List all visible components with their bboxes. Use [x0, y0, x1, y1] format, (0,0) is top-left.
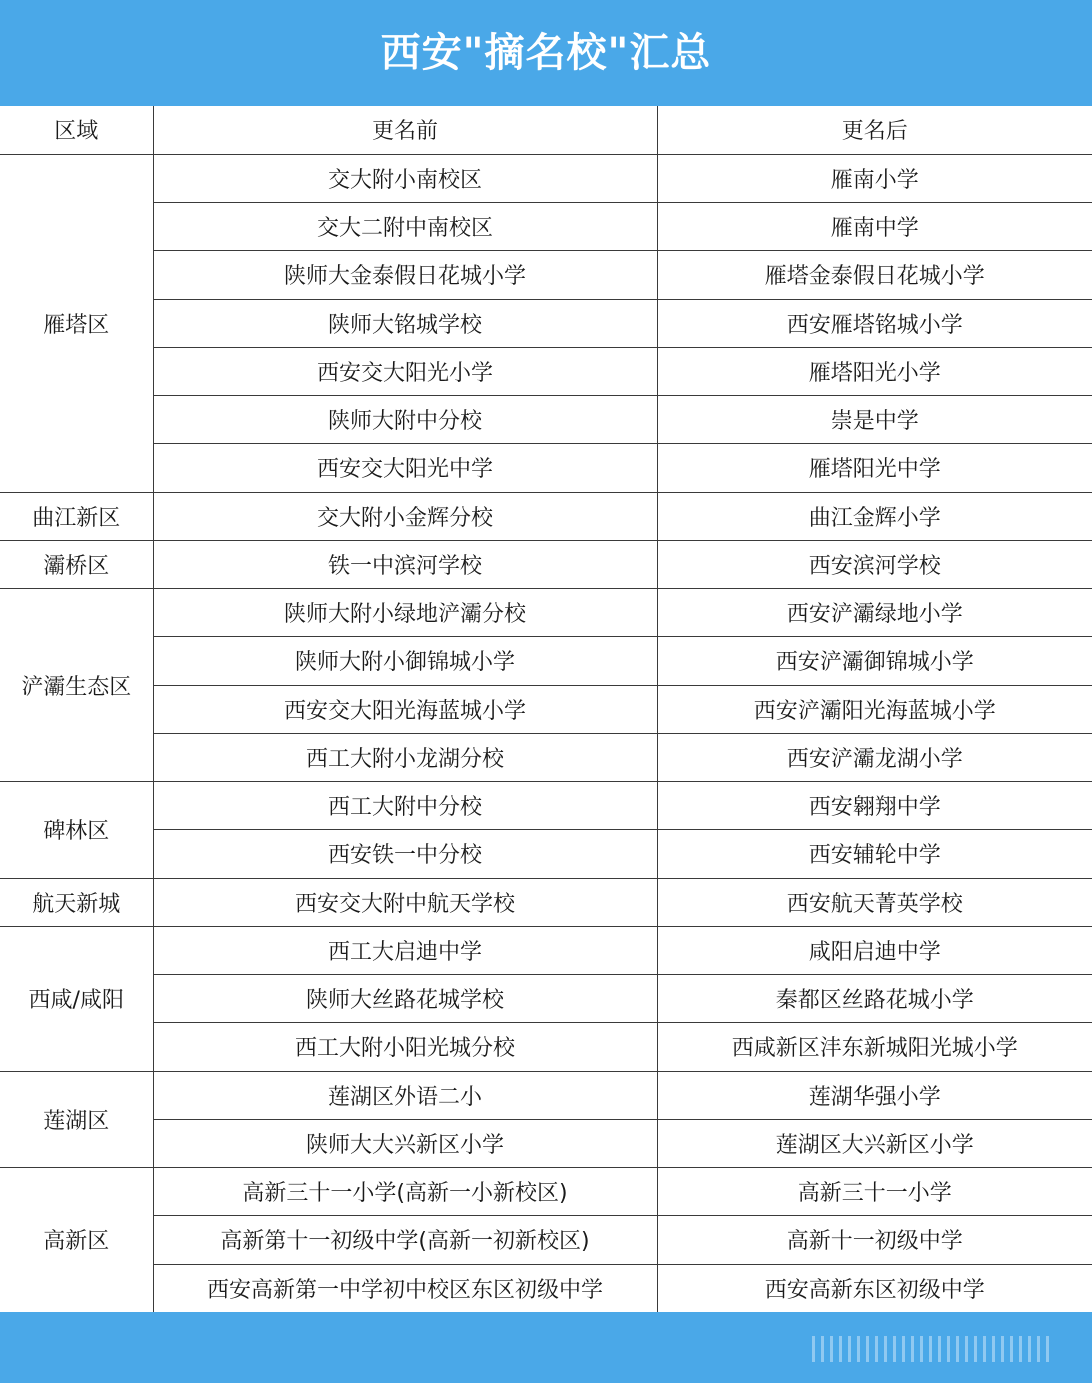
old-name-cell: 高新三十一小学(高新一小新校区): [153, 1168, 657, 1216]
old-name-cell: 陕师大金泰假日花城小学: [153, 251, 657, 299]
new-name-cell: 西咸新区沣东新城阳光城小学: [657, 1023, 1092, 1071]
page-title: 西安"摘名校"汇总: [380, 29, 712, 76]
page-footer: [0, 1312, 1092, 1383]
old-name-cell: 交大附小南校区: [153, 154, 657, 202]
table-row: [0, 251, 1092, 299]
table-row: [0, 1119, 1092, 1167]
new-name-cell: 秦都区丝路花城小学: [657, 975, 1092, 1023]
table-row: [0, 782, 1092, 830]
new-name-cell: 雁塔金泰假日花城小学: [657, 251, 1092, 299]
old-name-cell: 西工大启迪中学: [153, 926, 657, 974]
region-cell: 碑林区: [0, 782, 153, 879]
header-before-rename: 更名前: [153, 106, 657, 154]
table-row: [0, 154, 1092, 202]
old-name-cell: 西工大附中分校: [153, 782, 657, 830]
table-row: [0, 540, 1092, 588]
new-name-cell: 高新三十一小学: [657, 1168, 1092, 1216]
old-name-cell: 交大二附中南校区: [153, 203, 657, 251]
footer-decoration: [812, 1336, 1052, 1362]
table-header-row: [0, 106, 1092, 154]
new-name-cell: 雁塔阳光中学: [657, 444, 1092, 492]
new-name-cell: 西安滨河学校: [657, 540, 1092, 588]
table-row: [0, 203, 1092, 251]
old-name-cell: 铁一中滨河学校: [153, 540, 657, 588]
table-row: [0, 733, 1092, 781]
table-row: [0, 975, 1092, 1023]
header-region: 区域: [0, 106, 153, 154]
table-row: [0, 830, 1092, 878]
old-name-cell: 陕师大丝路花城学校: [153, 975, 657, 1023]
region-cell: 西咸/咸阳: [0, 926, 153, 1071]
old-name-cell: 陕师大附小御锦城小学: [153, 637, 657, 685]
table-row: [0, 878, 1092, 926]
new-name-cell: 曲江金辉小学: [657, 492, 1092, 540]
new-name-cell: 西安雁塔铭城小学: [657, 299, 1092, 347]
region-cell: 灞桥区: [0, 540, 153, 588]
table-row: [0, 347, 1092, 395]
old-name-cell: 陕师大附中分校: [153, 396, 657, 444]
old-name-cell: 西安交大阳光中学: [153, 444, 657, 492]
region-cell: 高新区: [0, 1168, 153, 1313]
table-row: [0, 1023, 1092, 1071]
region-cell: 莲湖区: [0, 1071, 153, 1168]
new-name-cell: 雁塔阳光小学: [657, 347, 1092, 395]
region-cell: 浐灞生态区: [0, 589, 153, 782]
old-name-cell: 西工大附小龙湖分校: [153, 733, 657, 781]
new-name-cell: 西安高新东区初级中学: [657, 1264, 1092, 1312]
old-name-cell: 西安交大阳光小学: [153, 347, 657, 395]
table-row: [0, 444, 1092, 492]
page-header: [0, 0, 1092, 106]
table-row: [0, 685, 1092, 733]
renamed-schools-table: [0, 106, 1092, 1313]
table-row: [0, 589, 1092, 637]
new-name-cell: 崇是中学: [657, 396, 1092, 444]
new-name-cell: 莲湖区大兴新区小学: [657, 1119, 1092, 1167]
old-name-cell: 西工大附小阳光城分校: [153, 1023, 657, 1071]
new-name-cell: 西安浐灞阳光海蓝城小学: [657, 685, 1092, 733]
header-after-rename: 更名后: [657, 106, 1092, 154]
old-name-cell: 陕师大大兴新区小学: [153, 1119, 657, 1167]
table-body: [0, 154, 1092, 1312]
new-name-cell: 西安航天菁英学校: [657, 878, 1092, 926]
schools-table-container: [0, 106, 1092, 1313]
region-cell: 曲江新区: [0, 492, 153, 540]
table-row: [0, 637, 1092, 685]
table-row: [0, 492, 1092, 540]
table-row: [0, 299, 1092, 347]
new-name-cell: 莲湖华强小学: [657, 1071, 1092, 1119]
new-name-cell: 西安浐灞御锦城小学: [657, 637, 1092, 685]
region-cell: 雁塔区: [0, 154, 153, 492]
new-name-cell: 西安浐灞龙湖小学: [657, 733, 1092, 781]
old-name-cell: 陕师大附小绿地浐灞分校: [153, 589, 657, 637]
new-name-cell: 西安浐灞绿地小学: [657, 589, 1092, 637]
region-cell: 航天新城: [0, 878, 153, 926]
old-name-cell: 西安铁一中分校: [153, 830, 657, 878]
new-name-cell: 咸阳启迪中学: [657, 926, 1092, 974]
table-row: [0, 926, 1092, 974]
table-row: [0, 1264, 1092, 1312]
old-name-cell: 西安交大附中航天学校: [153, 878, 657, 926]
old-name-cell: 陕师大铭城学校: [153, 299, 657, 347]
table-row: [0, 1216, 1092, 1264]
new-name-cell: 西安辅轮中学: [657, 830, 1092, 878]
new-name-cell: 雁南中学: [657, 203, 1092, 251]
old-name-cell: 交大附小金辉分校: [153, 492, 657, 540]
old-name-cell: 高新第十一初级中学(高新一初新校区): [153, 1216, 657, 1264]
new-name-cell: 雁南小学: [657, 154, 1092, 202]
table-row: [0, 1168, 1092, 1216]
old-name-cell: 西安交大阳光海蓝城小学: [153, 685, 657, 733]
new-name-cell: 西安翱翔中学: [657, 782, 1092, 830]
table-row: [0, 1071, 1092, 1119]
old-name-cell: 西安高新第一中学初中校区东区初级中学: [153, 1264, 657, 1312]
new-name-cell: 高新十一初级中学: [657, 1216, 1092, 1264]
table-row: [0, 396, 1092, 444]
old-name-cell: 莲湖区外语二小: [153, 1071, 657, 1119]
